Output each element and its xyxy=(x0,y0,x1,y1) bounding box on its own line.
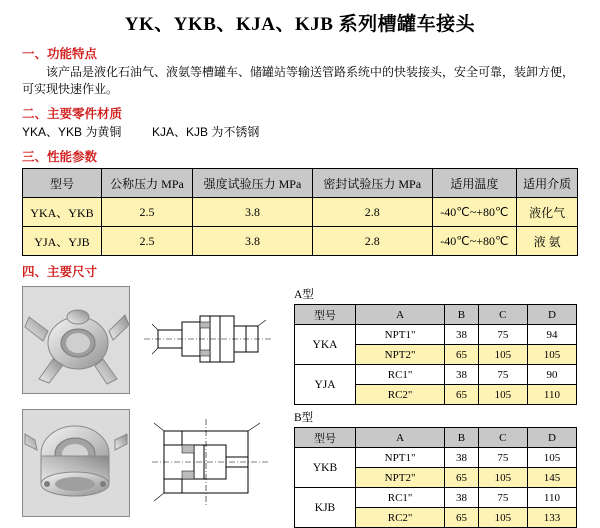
table-row xyxy=(23,227,578,256)
dim-header-cell: D xyxy=(527,305,576,325)
dim-cell: 145 xyxy=(527,468,576,488)
dim-header-cell: 型号 xyxy=(295,428,356,448)
dim-cell: 65 xyxy=(445,345,479,365)
dim-cell: RC1" xyxy=(356,365,445,385)
dim-cell: 65 xyxy=(445,508,479,528)
performance-table xyxy=(22,168,578,256)
drawing-a-graphic xyxy=(138,286,278,392)
dim-cell: 105 xyxy=(527,345,576,365)
technical-drawing-a xyxy=(138,286,278,392)
dim-model-cell: YKB xyxy=(295,448,356,488)
dim-cell: 110 xyxy=(527,488,576,508)
material-line xyxy=(22,124,582,141)
drawing-b-graphic xyxy=(138,409,278,515)
product-photo-a xyxy=(22,286,130,394)
dim-cell: 94 xyxy=(527,325,576,345)
spec-cell: 2.5 xyxy=(101,227,192,256)
dim-cell: NPT2" xyxy=(356,345,445,365)
spec-cell: -40℃~+80℃ xyxy=(432,227,517,256)
dimension-row-a xyxy=(0,286,600,405)
dim-cell: 75 xyxy=(478,488,527,508)
dim-cell: 65 xyxy=(445,468,479,488)
dim-cell: 133 xyxy=(527,508,576,528)
product-photo-b xyxy=(22,409,130,517)
dim-cell: 90 xyxy=(527,365,576,385)
dim-model-cell: YKA xyxy=(295,325,356,365)
dim-cell: 105 xyxy=(478,508,527,528)
section-heading-features: 一、功能特点 xyxy=(22,47,98,61)
spec-header-cell: 适用温度 xyxy=(432,169,517,198)
dim-cell: 38 xyxy=(445,325,479,345)
table-row xyxy=(295,488,577,508)
table-header-row xyxy=(295,428,577,448)
dim-cell: NPT1" xyxy=(356,448,445,468)
table-row xyxy=(23,198,578,227)
photo-b-graphic xyxy=(23,410,129,516)
spec-cell: 液化气 xyxy=(517,198,578,227)
dim-cell: 75 xyxy=(478,325,527,345)
dimension-section xyxy=(0,286,600,528)
spec-cell: 2.8 xyxy=(312,227,432,256)
spec-cell: 2.5 xyxy=(101,198,192,227)
table-row xyxy=(295,365,577,385)
material-left-text: YKA、YKB 为黄铜 xyxy=(22,125,122,139)
dim-header-cell: B xyxy=(445,428,479,448)
spec-cell: YJA、YJB xyxy=(23,227,102,256)
section-heading-performance: 三、性能参数 xyxy=(22,150,98,164)
dimension-row-b xyxy=(0,409,600,528)
table-row xyxy=(295,325,577,345)
dim-cell: 75 xyxy=(478,365,527,385)
photo-a-graphic xyxy=(23,287,129,393)
dimension-table-a xyxy=(294,304,577,405)
dim-cell: RC1" xyxy=(356,488,445,508)
technical-drawing-b xyxy=(138,409,278,515)
dimension-table-a-wrap xyxy=(294,286,577,405)
spec-header-cell: 型号 xyxy=(23,169,102,198)
dim-header-cell: C xyxy=(478,428,527,448)
section-heading-material: 二、主要零件材质 xyxy=(22,107,123,121)
spec-cell: 3.8 xyxy=(193,198,313,227)
dim-header-cell: A xyxy=(356,428,445,448)
dim-header-cell: A xyxy=(356,305,445,325)
table-header-row xyxy=(23,169,578,198)
spec-cell: YKA、YKB xyxy=(23,198,102,227)
spec-cell: -40℃~+80℃ xyxy=(432,198,517,227)
table-row xyxy=(295,448,577,468)
dim-cell: 110 xyxy=(527,385,576,405)
dim-cell: 105 xyxy=(478,345,527,365)
dimension-caption-b: B型 xyxy=(294,412,314,424)
dim-header-cell: D xyxy=(527,428,576,448)
dim-cell: 38 xyxy=(445,488,479,508)
dim-cell: 75 xyxy=(478,448,527,468)
dim-model-cell: YJA xyxy=(295,365,356,405)
spec-cell: 液 氨 xyxy=(517,227,578,256)
dim-cell: NPT1" xyxy=(356,325,445,345)
dim-cell: 105 xyxy=(478,385,527,405)
spec-header-cell: 密封试验压力 MPa xyxy=(312,169,432,198)
spec-header-cell: 公称压力 MPa xyxy=(101,169,192,198)
dim-cell: 105 xyxy=(478,468,527,488)
dim-cell: RC2" xyxy=(356,508,445,528)
dim-cell: 65 xyxy=(445,385,479,405)
table-header-row xyxy=(295,305,577,325)
spec-header-cell: 适用介质 xyxy=(517,169,578,198)
material-right-text: KJA、KJB 为不锈钢 xyxy=(152,125,260,139)
dim-cell: 105 xyxy=(527,448,576,468)
dim-cell: NPT2" xyxy=(356,468,445,488)
dimension-table-b-wrap xyxy=(294,409,577,528)
spec-cell: 3.8 xyxy=(193,227,313,256)
section-heading-dimensions: 四、主要尺寸 xyxy=(22,265,98,279)
page-title: YK、YKB、KJA、KJB 系列槽罐车接头 xyxy=(124,14,476,35)
dimension-caption-a: A型 xyxy=(294,289,314,301)
dim-cell: 38 xyxy=(445,448,479,468)
spec-cell: 2.8 xyxy=(312,198,432,227)
dim-model-cell: KJB xyxy=(295,488,356,528)
dimension-table-b xyxy=(294,427,577,528)
features-text: 该产品是液化石油气、液氨等槽罐车、储罐站等输送管路系统中的快装接头，安全可靠，装卸方便，可实现快速作业。 xyxy=(22,65,575,96)
dim-cell: RC2" xyxy=(356,385,445,405)
dim-cell: 38 xyxy=(445,365,479,385)
spec-header-cell: 强度试验压力 MPa xyxy=(193,169,313,198)
dim-header-cell: 型号 xyxy=(295,305,356,325)
dim-header-cell: C xyxy=(478,305,527,325)
dim-header-cell: B xyxy=(445,305,479,325)
